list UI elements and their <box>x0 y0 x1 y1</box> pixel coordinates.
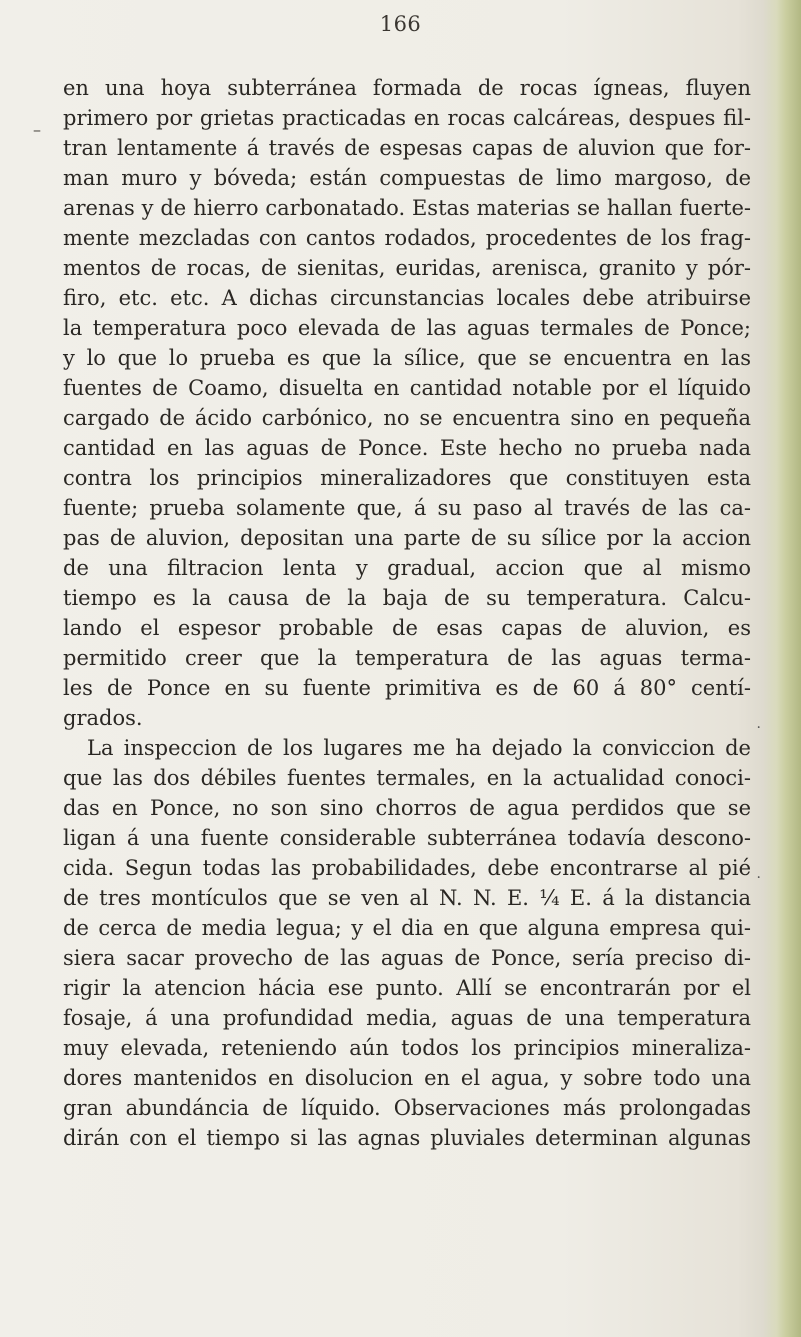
text-line: arenas y de hierro carbonatado. Estas materias se hallan fuerte- <box>63 196 751 220</box>
text-line: lando el espesor probable de esas capas de aluvion, es <box>63 616 751 640</box>
text-line: contra los principios mineralizadores que constituyen esta <box>63 466 751 490</box>
text-line: firo, etc. etc. A dichas circunstancias locales debe atribuirse <box>63 286 751 310</box>
text-line: rigir la atencion hácia ese punto. Allí se encontrarán por el <box>63 976 751 1000</box>
paragraph-start-line: La inspeccion de los lugares me ha dejado la conviccion de <box>87 736 751 760</box>
text-line: dirán con el tiempo si las agnas pluviales determinan algunas <box>63 1126 751 1150</box>
margin-dot-mark: · <box>756 870 761 886</box>
text-line: das en Ponce, no son sino chorros de agua perdidos que se <box>63 796 751 820</box>
text-line: mente mezcladas con cantos rodados, procedentes de los frag- <box>63 226 751 250</box>
text-line: pas de aluvion, depositan una parte de su sílice por la accion <box>63 526 751 550</box>
text-line: de una filtracion lenta y gradual, accion que al mismo <box>63 556 751 580</box>
text-line: tiempo es la causa de la baja de su temperatura. Calcu- <box>63 586 751 610</box>
text-line: cargado de ácido carbónico, no se encuentra sino en pequeña <box>63 406 751 430</box>
text-line: de cerca de media legua; y el dia en que alguna empresa qui- <box>63 916 751 940</box>
text-line: les de Ponce en su fuente primitiva es de 60 á 80° centí- <box>63 676 751 700</box>
text-line: primero por grietas practicadas en rocas calcáreas, despues fil- <box>63 106 751 130</box>
text-line: fuentes de Coamo, disuelta en cantidad notable por el líquido <box>63 376 751 400</box>
page-number: 166 <box>379 12 422 36</box>
text-line: gran abundáncia de líquido. Observaciones más prolongadas <box>63 1096 751 1120</box>
text-line: tran lentamente á través de espesas capas de aluvion que for- <box>63 136 751 160</box>
text-line: siera sacar provecho de las aguas de Ponce, sería preciso di- <box>63 946 751 970</box>
text-line: cantidad en las aguas de Ponce. Este hecho no prueba nada <box>63 436 751 460</box>
text-line: de tres montículos que se ven al N. N. E. ¼ E. á la distancia <box>63 886 751 910</box>
text-line: man muro y bóveda; están compuestas de limo margoso, de <box>63 166 751 190</box>
page-edge-shadow <box>763 0 801 1337</box>
text-line: que las dos débiles fuentes termales, en la actualidad conoci- <box>63 766 751 790</box>
text-line: y lo que lo prueba es que la sílice, que se encuentra en las <box>63 346 751 370</box>
text-line: la temperatura poco elevada de las aguas termales de Ponce; <box>63 316 751 340</box>
text-line: muy elevada, reteniendo aún todos los principios mineraliza- <box>63 1036 751 1060</box>
text-line: permitido creer que la temperatura de las aguas terma- <box>63 646 751 670</box>
text-line: cida. Segun todas las probabilidades, debe encontrarse al pié <box>63 856 751 880</box>
text-line: grados. <box>63 706 143 730</box>
text-line: en una hoya subterránea formada de rocas ígneas, fluyen <box>63 76 751 100</box>
margin-dash-mark: – <box>33 120 41 139</box>
text-line: fuente; prueba solamente que, á su paso al través de las ca- <box>63 496 751 520</box>
text-line: ligan á una fuente considerable subterránea todavía descono- <box>63 826 751 850</box>
body-text <box>63 73 751 1153</box>
text-line: dores mantenidos en disolucion en el agua, y sobre todo una <box>63 1066 751 1090</box>
margin-dot-mark: · <box>756 720 761 736</box>
text-line: fosaje, á una profundidad media, aguas de una temperatura <box>63 1006 751 1030</box>
text-line: mentos de rocas, de sienitas, euridas, arenisca, granito y pór- <box>63 256 751 280</box>
